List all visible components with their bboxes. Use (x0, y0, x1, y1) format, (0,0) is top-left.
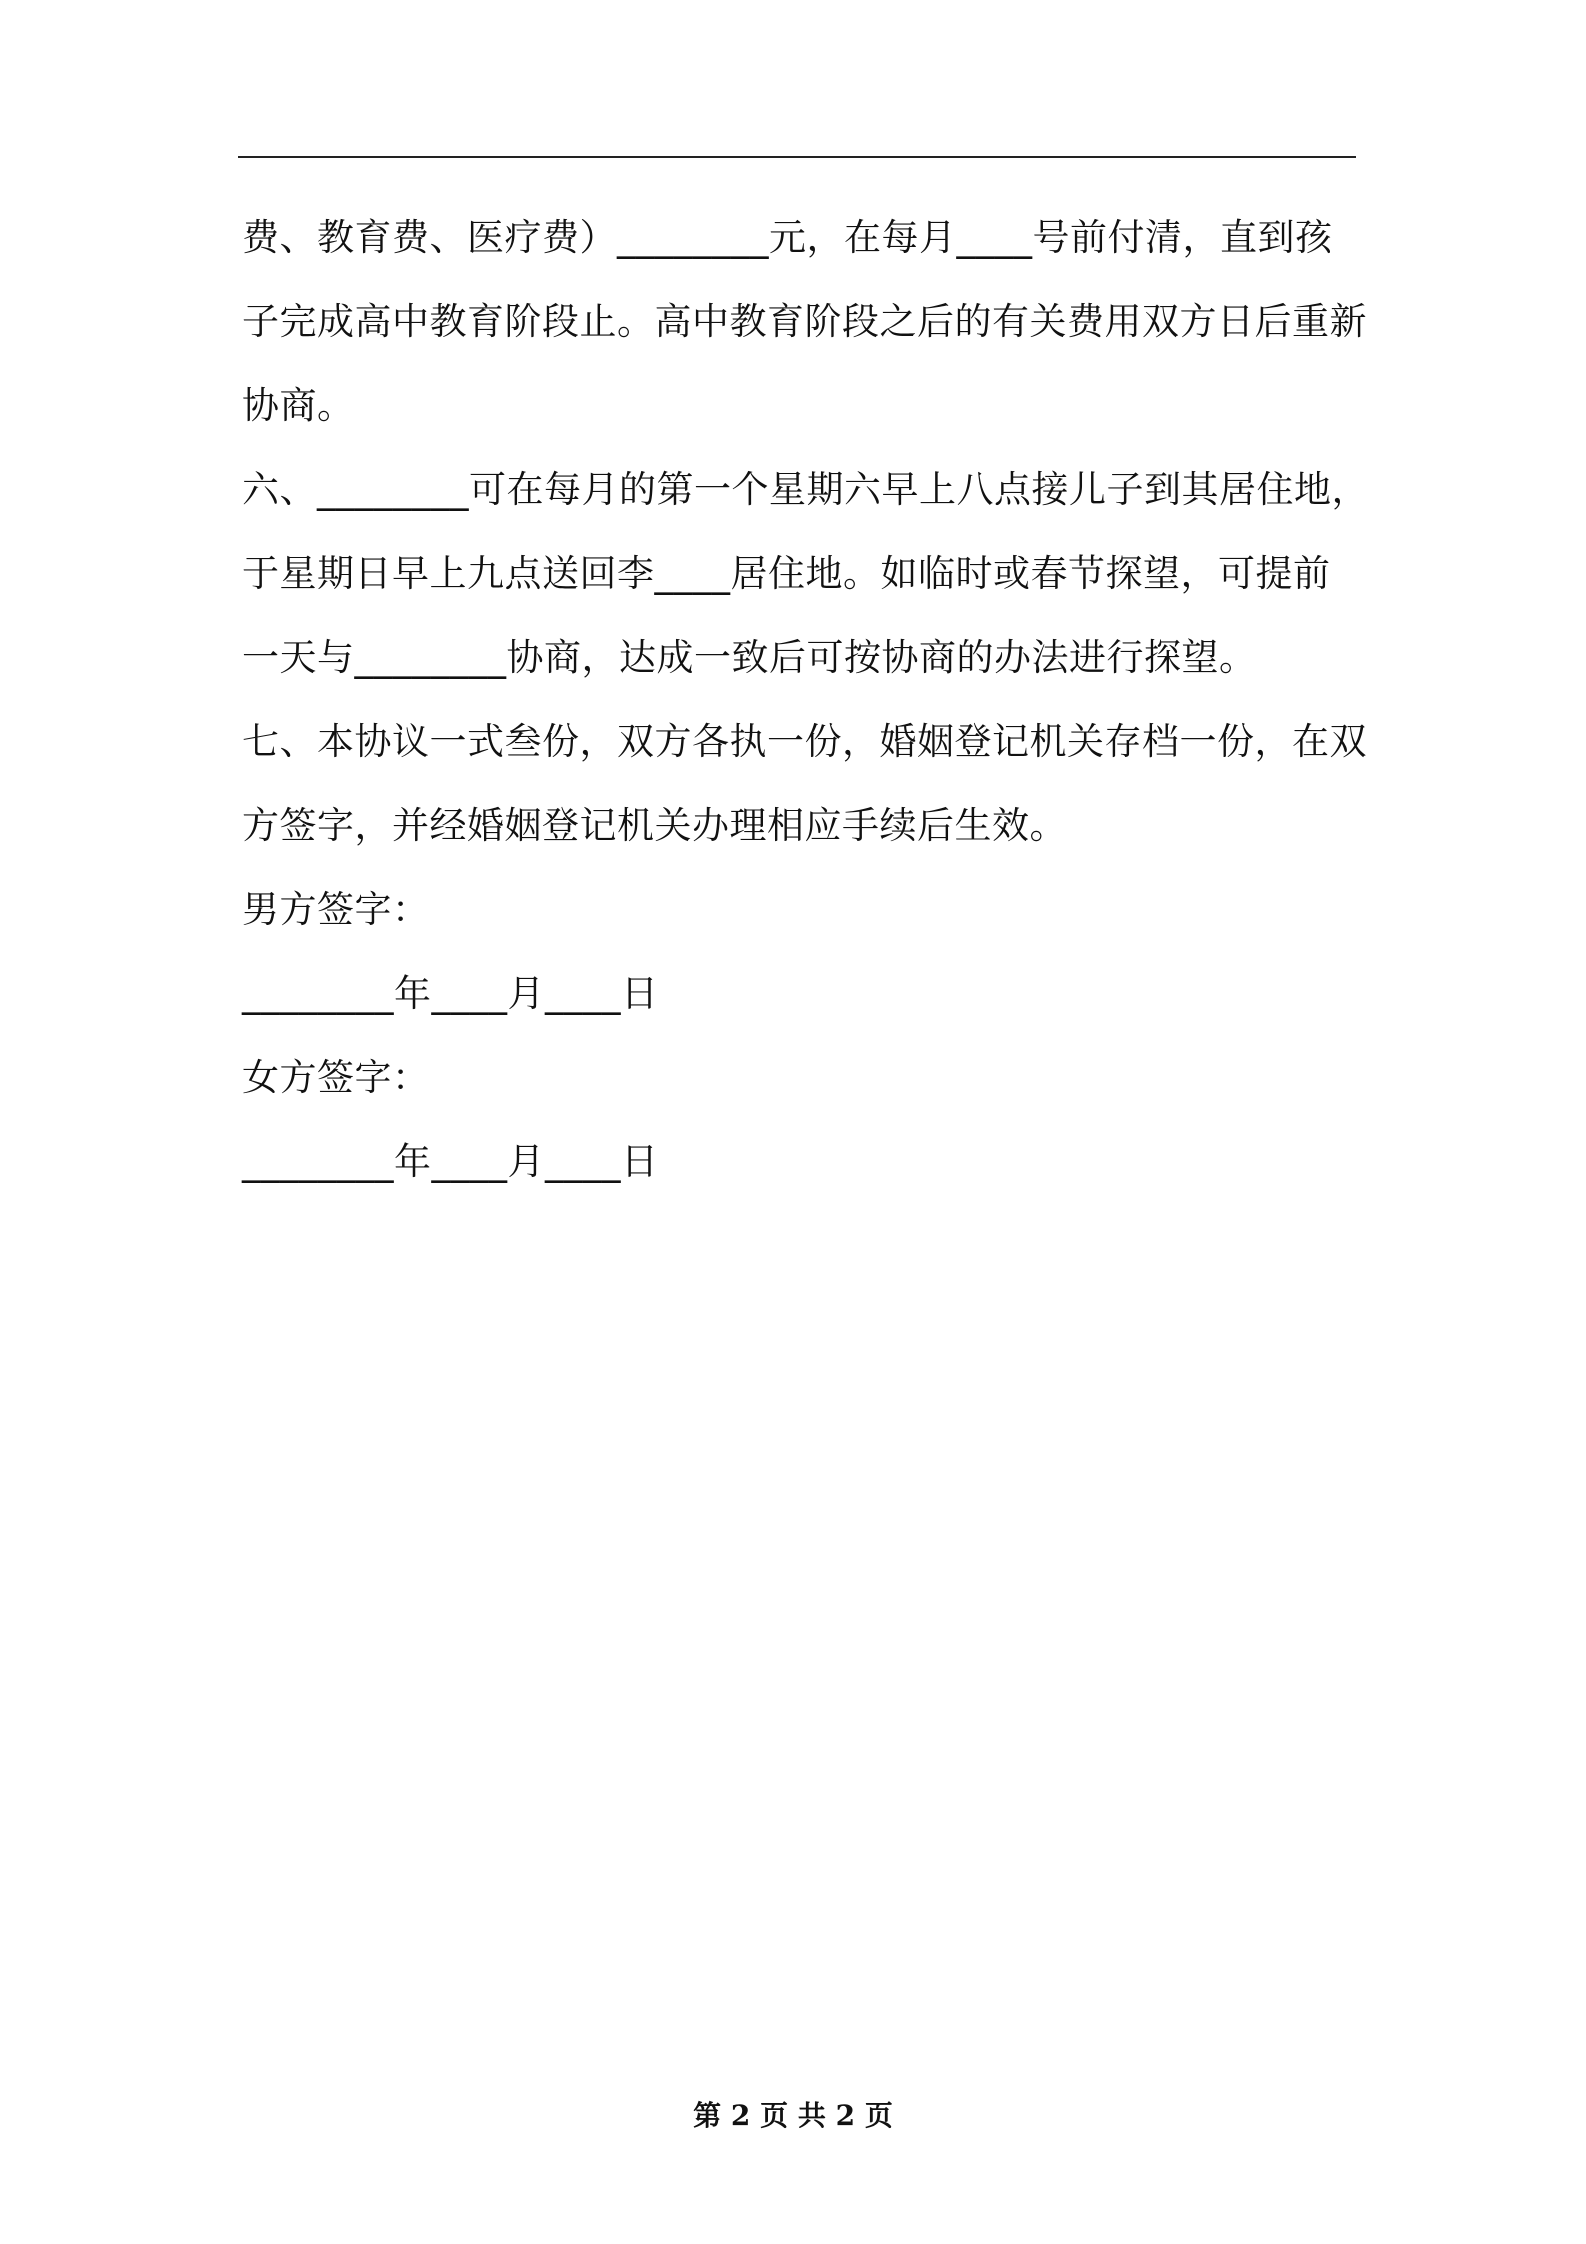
body-line-1: 费、教育费、医疗费）________元，在每月____号前付清，直到孩 (242, 216, 1333, 259)
female-signature-label: 女方签字： (242, 1056, 430, 1099)
male-signature-date: ________年____月____日 (242, 972, 659, 1015)
body-line-3: 协商。 (242, 384, 355, 427)
page-number-footer: 第 2 页 共 2 页 (693, 2099, 893, 2132)
body-line-2: 子完成高中教育阶段止。高中教育阶段之后的有关费用双方日后重新 (242, 300, 1367, 343)
clause-seven-line-2: 方签字，并经婚姻登记机关办理相应手续后生效。 (242, 804, 1067, 847)
female-signature-date: ________年____月____日 (242, 1140, 659, 1183)
male-signature-label: 男方签字： (242, 888, 430, 931)
agreement-body (242, 196, 1372, 1204)
clause-six-line-3: 一天与________协商，达成一致后可按协商的办法进行探望。 (242, 636, 1257, 679)
header-rule (238, 156, 1356, 158)
clause-six-line-1: 六、________可在每月的第一个星期六早上八点接儿子到其居住地， (242, 468, 1369, 511)
clause-six-line-2: 于星期日早上九点送回李____居住地。如临时或春节探望，可提前 (242, 552, 1331, 595)
clause-seven-line-1: 七、本协议一式叁份，双方各执一份，婚姻登记机关存档一份，在双 (242, 720, 1367, 763)
